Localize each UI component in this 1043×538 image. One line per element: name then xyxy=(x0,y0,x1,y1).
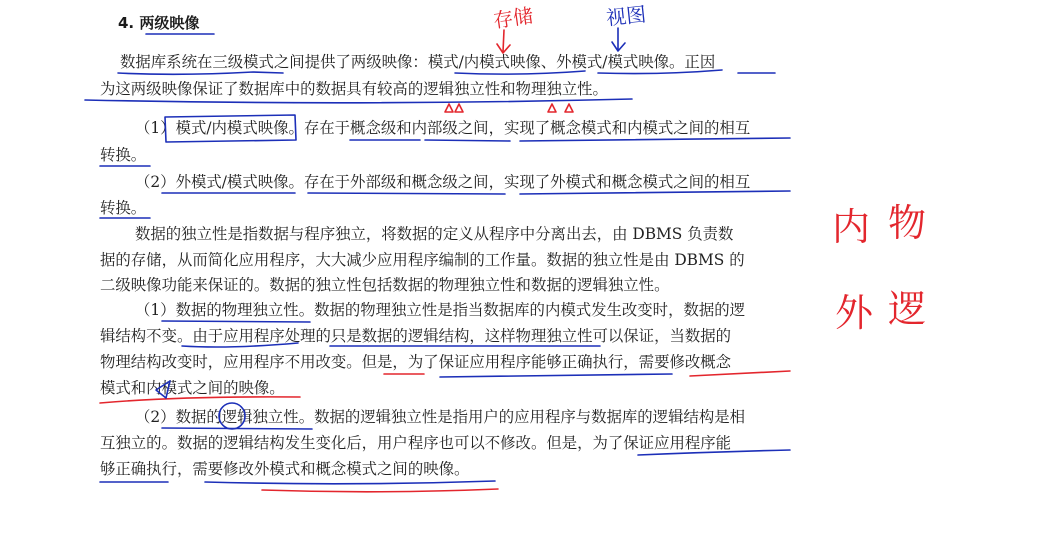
paragraph-line: 物理结构改变时，应用程序不用改变。但是，为了保证应用程序能够正确执行，需要修改概念 xyxy=(100,353,732,371)
paragraph-line: （1）数据的物理独立性。数据的物理独立性是指当数据库的内模式发生改变时，数据的逻 xyxy=(135,301,746,319)
underline-annotation xyxy=(118,72,283,74)
paragraph-line: （2）数据的逻辑独立性。数据的逻辑独立性是指用户的应用程序与数据库的逻辑结构是相 xyxy=(135,408,746,426)
underline-annotation xyxy=(425,140,510,141)
handwritten-note: 外 xyxy=(835,291,874,335)
arrow-annotation xyxy=(612,28,625,51)
handwritten-note: 视图 xyxy=(605,1,648,31)
paragraph-line: 转换。 xyxy=(100,199,147,217)
paragraph-line: （2）外模式/模式映像。存在于外部级和概念级之间，实现了外模式和概念模式之间的相互 xyxy=(135,173,751,191)
paragraph-line: 数据库系统在三级模式之间提供了两级映像：模式/内模式映像、外模式/模式映像。正因 xyxy=(120,53,716,71)
mark-annotation xyxy=(548,104,573,112)
paragraph-line: 辑结构不变。由于应用程序处理的只是数据的逻辑结构，这样物理独立性可以保证，当数据的 xyxy=(100,327,732,345)
paragraph-line: 够正确执行，需要修改外模式和概念模式之间的映像。 xyxy=(100,460,470,478)
underline-annotation xyxy=(162,428,312,429)
paragraph-line: 为这两级映像保证了数据库中的数据具有较高的逻辑独立性和物理独立性。 xyxy=(100,80,608,98)
paragraph-line: 模式和内模式之间的映像。 xyxy=(100,379,285,397)
mark-annotation xyxy=(445,104,463,112)
paragraph-line: 数据的独立性是指数据与程序独立，将数据的定义从程序中分离出去，由 DBMS 负责数 xyxy=(135,225,734,243)
paragraph-line: （1）模式/内模式映像。存在于概念级和内部级之间，实现了概念模式和内模式之间的相互 xyxy=(135,119,751,137)
paragraph-line: 据的存储，从而简化应用程序，大大减少应用程序编制的工作量。数据的独立性是由 DBMS 的 xyxy=(100,251,745,269)
paragraph-line: 二级映像功能来保证的。数据的独立性包括数据的物理独立性和数据的逻辑独立性。 xyxy=(100,276,670,294)
underline-annotation xyxy=(205,481,495,484)
handwritten-note: 存储 xyxy=(491,3,535,33)
underline-annotation xyxy=(162,321,310,322)
arrow-annotation xyxy=(497,30,510,53)
handwritten-note: 物 xyxy=(888,201,927,245)
handwritten-note: 内 xyxy=(832,205,871,249)
section-heading: 4. 两级映像 xyxy=(118,14,200,32)
underline-annotation xyxy=(262,489,498,492)
underline-annotation xyxy=(440,374,672,377)
handwritten-note: 逻 xyxy=(888,287,927,331)
paragraph-line: 互独立的。数据的逻辑结构发生变化后，用户程序也可以不修改。但是，为了保证应用程序能 xyxy=(100,434,732,452)
paragraph-line: 转换。 xyxy=(100,146,147,164)
underline-annotation xyxy=(520,138,790,141)
underline-annotation xyxy=(85,99,632,103)
underline-annotation xyxy=(308,193,505,194)
